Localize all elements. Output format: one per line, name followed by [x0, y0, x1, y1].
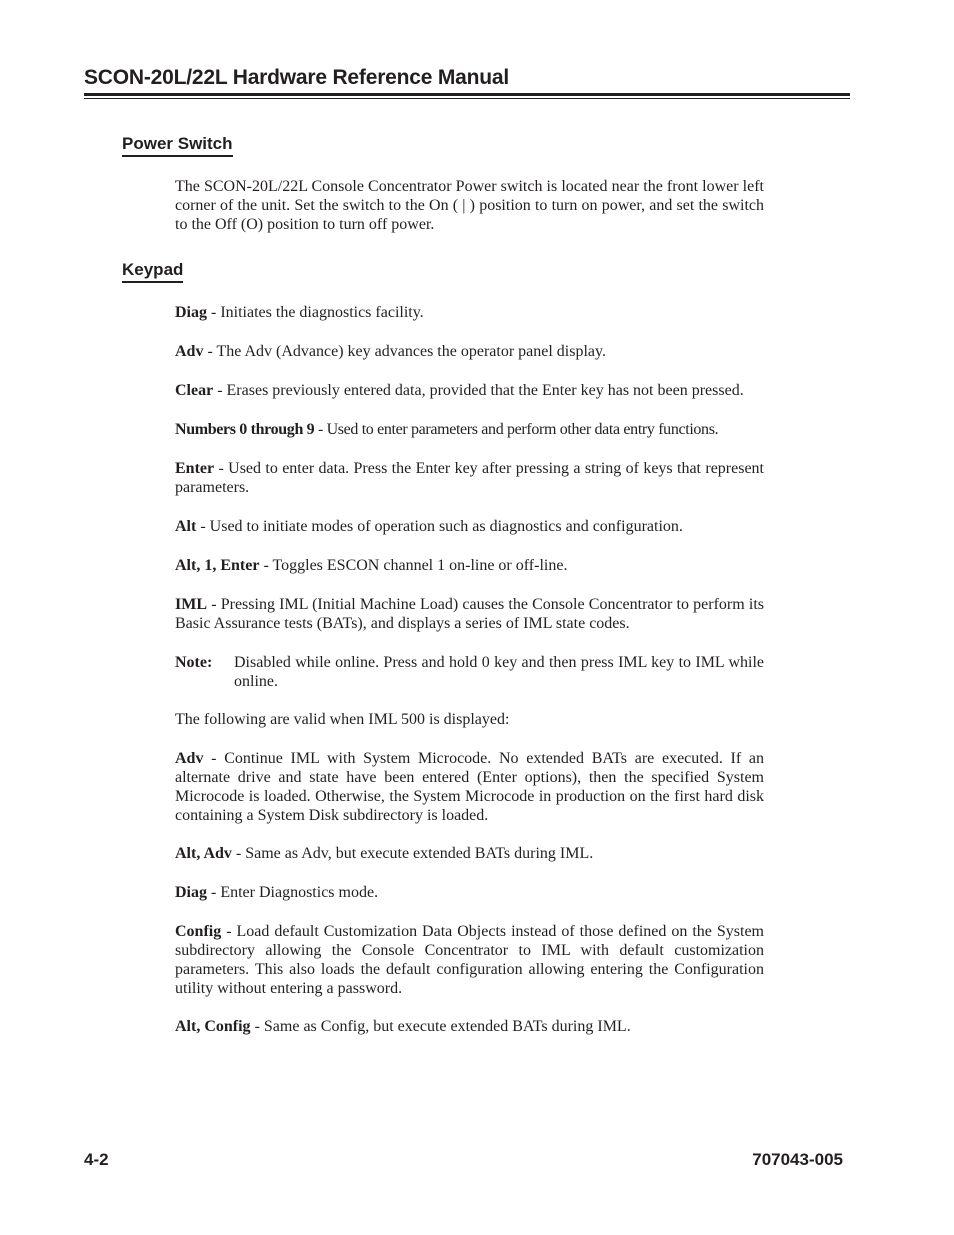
manual-title: SCON-20L/22L Hardware Reference Manual — [84, 66, 510, 89]
power-switch-paragraph: The SCON-20L/22L Console Concentrator Power switch is located near the front lower left corner of the unit. Set the switch to the On ( | ) position to turn on power, and set the switch to the Off (O) position to turn off power. — [175, 178, 764, 233]
iml-note — [175, 653, 764, 691]
key-iml-item — [175, 595, 764, 633]
key-desc: - Pressing IML (Initial Machine Load) causes the Console Concentrator to perform its Basic Assurance tests (BATs), and displays a series of IML state codes. — [175, 596, 764, 632]
key-clear-item — [175, 381, 764, 400]
key-desc: - Toggles ESCON channel 1 on-line or off-line. — [259, 557, 568, 574]
key-enter-item — [175, 459, 764, 497]
power-switch-heading: Power Switch — [122, 134, 233, 157]
keypad-heading: Keypad — [122, 260, 183, 283]
document-number: 707043-005 — [752, 1150, 843, 1169]
key-desc: - The Adv (Advance) key advances the operator panel display. — [203, 343, 606, 360]
iml500-config-item — [175, 922, 764, 998]
key-diag-item — [175, 303, 764, 322]
key-desc: - Same as Adv, but execute extended BATs during IML. — [231, 845, 594, 862]
note-text: Disabled while online. Press and hold 0 key and then press IML key to IML while online. — [234, 654, 764, 690]
iml500-diag-item — [175, 883, 764, 902]
key-alt-item — [175, 517, 764, 536]
key-desc: - Used to enter parameters and perform other data entry functions. — [314, 421, 719, 438]
key-term: Enter — [175, 460, 215, 477]
iml500-intro: The following are valid when IML 500 is displayed: — [175, 711, 510, 728]
header-rule-thin — [84, 98, 850, 99]
key-term: Diag — [175, 884, 207, 901]
key-adv-item — [175, 342, 764, 361]
key-desc: - Used to enter data. Press the Enter key after pressing a string of keys that represent parameters. — [175, 460, 764, 496]
key-term: Adv — [175, 343, 204, 360]
note-label: Note: — [175, 654, 213, 671]
key-desc: - Continue IML with System Microcode. No extended BATs are executed. If an alternate drive and state have been entered (Enter options), then the specified System Microcode is loaded. Otherwise, the System Microcode in production on the first hard disk containing a System Disk subdirectory is loaded. — [175, 750, 764, 824]
key-desc: - Erases previously entered data, provided that the Enter key has not been pressed. — [213, 382, 744, 399]
iml500-adv-item — [175, 749, 764, 825]
key-term: IML — [175, 596, 207, 613]
key-term: Clear — [175, 382, 214, 399]
key-desc: - Same as Config, but execute extended BATs during IML. — [250, 1018, 631, 1035]
key-desc: - Load default Customization Data Objects instead of those defined on the System subdirectory allowing the Console Concentrator to IML with default customization parameters. This also loads the default configuration allowing entering the Configuration utility without entering a password. — [175, 923, 764, 997]
header-rule-thick — [84, 93, 850, 96]
key-term: Alt, Config — [175, 1018, 251, 1035]
key-desc: - Initiates the diagnostics facility. — [207, 304, 424, 321]
key-term: Adv — [175, 750, 204, 767]
key-term: Alt — [175, 518, 197, 535]
page-number: 4-2 — [84, 1150, 109, 1169]
key-alt-1-enter-item — [175, 556, 764, 575]
key-numbers-item — [175, 420, 764, 439]
key-term: Alt, Adv — [175, 845, 232, 862]
key-term: Numbers 0 through 9 — [175, 421, 315, 438]
iml500-alt-adv-item — [175, 844, 764, 863]
key-desc: - Used to initiate modes of operation such as diagnostics and configuration. — [196, 518, 683, 535]
key-desc: - Enter Diagnostics mode. — [207, 884, 379, 901]
key-term: Diag — [175, 304, 207, 321]
key-term: Config — [175, 923, 222, 940]
key-term: Alt, 1, Enter — [175, 557, 260, 574]
iml500-alt-config-item — [175, 1017, 764, 1036]
